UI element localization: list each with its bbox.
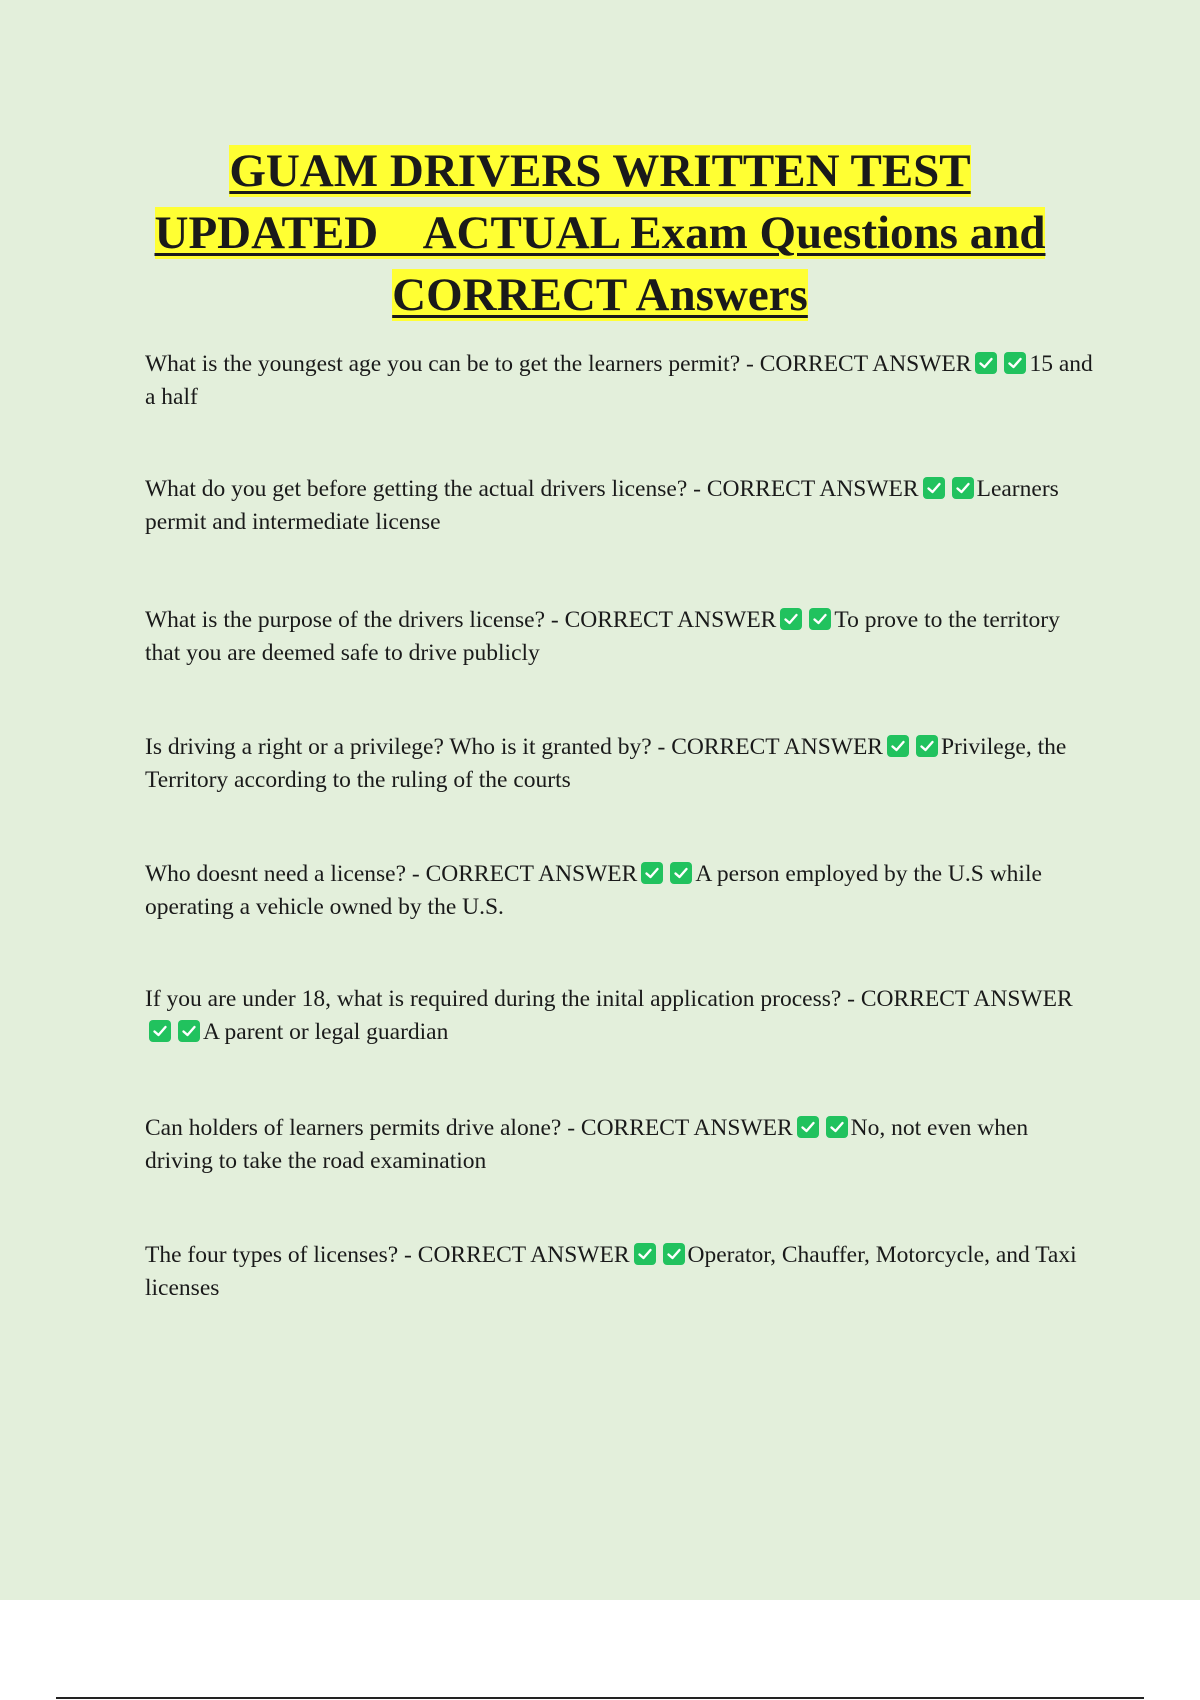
answer-text: No, not even when driving to take the road examination <box>145 1115 1029 1174</box>
question-text: What is the purpose of the drivers license? - <box>145 607 565 633</box>
answer-text: Learners permit and intermediate license <box>145 476 1059 535</box>
green-check-box-icon <box>641 862 663 884</box>
green-check-box-icon <box>149 1020 171 1042</box>
qa-item <box>145 1239 1095 1305</box>
question-text: The four types of licenses? - <box>145 1242 418 1268</box>
question-text: Is driving a right or a privilege? Who is it granted by? - <box>145 734 672 760</box>
title-line: GUAM DRIVERS WRITTEN TEST <box>229 145 971 197</box>
qa-item <box>145 1112 1095 1178</box>
answer-marker: CORRECT ANSWER <box>417 1242 630 1268</box>
qa-item <box>145 731 1095 797</box>
answer-marker: CORRECT ANSWER <box>425 861 638 887</box>
qa-item <box>145 604 1095 670</box>
green-check-box-icon <box>975 352 997 374</box>
qa-item <box>145 983 1095 1049</box>
question-text: What do you get before getting the actual drivers license? - <box>145 476 707 502</box>
footer-divider <box>56 1697 1144 1699</box>
green-check-box-icon <box>670 862 692 884</box>
question-text: What is the youngest age you can be to get the learners permit? - <box>145 351 760 377</box>
question-text: Who doesnt need a license? - <box>145 861 426 887</box>
answer-text: A person employed by the U.S while operating a vehicle owned by the U.S. <box>145 861 1042 920</box>
green-check-box-icon <box>780 608 802 630</box>
answer-marker: CORRECT ANSWER <box>706 476 919 502</box>
answer-marker: CORRECT ANSWER <box>564 607 777 633</box>
answer-text: To prove to the territory that you are deemed safe to drive publicly <box>145 607 1060 666</box>
qa-item <box>145 348 1095 414</box>
title-line: UPDATED ACTUAL Exam Questions and <box>154 207 1046 259</box>
green-check-box-icon <box>916 735 938 757</box>
green-check-box-icon <box>1004 352 1026 374</box>
question-text: Can holders of learners permits drive alone? - <box>145 1115 581 1141</box>
green-check-box-icon <box>826 1116 848 1138</box>
green-check-box-icon <box>797 1116 819 1138</box>
answer-marker: CORRECT ANSWER <box>671 734 883 760</box>
answer-text: 15 and a half <box>145 351 1093 410</box>
question-text: If you are under 18, what is required during the inital application process? - <box>145 986 861 1012</box>
green-check-box-icon <box>809 608 831 630</box>
answer-text: A parent or legal guardian <box>203 1019 449 1045</box>
qa-item <box>145 858 1095 924</box>
green-check-box-icon <box>663 1243 685 1265</box>
green-check-box-icon <box>952 477 974 499</box>
answer-marker: CORRECT ANSWER <box>860 986 1073 1012</box>
answer-marker: CORRECT ANSWER <box>580 1115 793 1141</box>
answer-marker: CORRECT ANSWER <box>759 351 972 377</box>
green-check-box-icon <box>887 735 909 757</box>
qa-item <box>145 473 1095 539</box>
answer-text: Privilege, the Territory according to the ruling of the courts <box>145 734 1067 793</box>
green-check-box-icon <box>178 1020 200 1042</box>
green-check-box-icon <box>923 477 945 499</box>
document-title <box>100 140 1100 326</box>
title-line: CORRECT Answers <box>392 269 808 321</box>
green-check-box-icon <box>634 1243 656 1265</box>
answer-text: Operator, Chauffer, Motorcycle, and Taxi licenses <box>145 1242 1077 1301</box>
